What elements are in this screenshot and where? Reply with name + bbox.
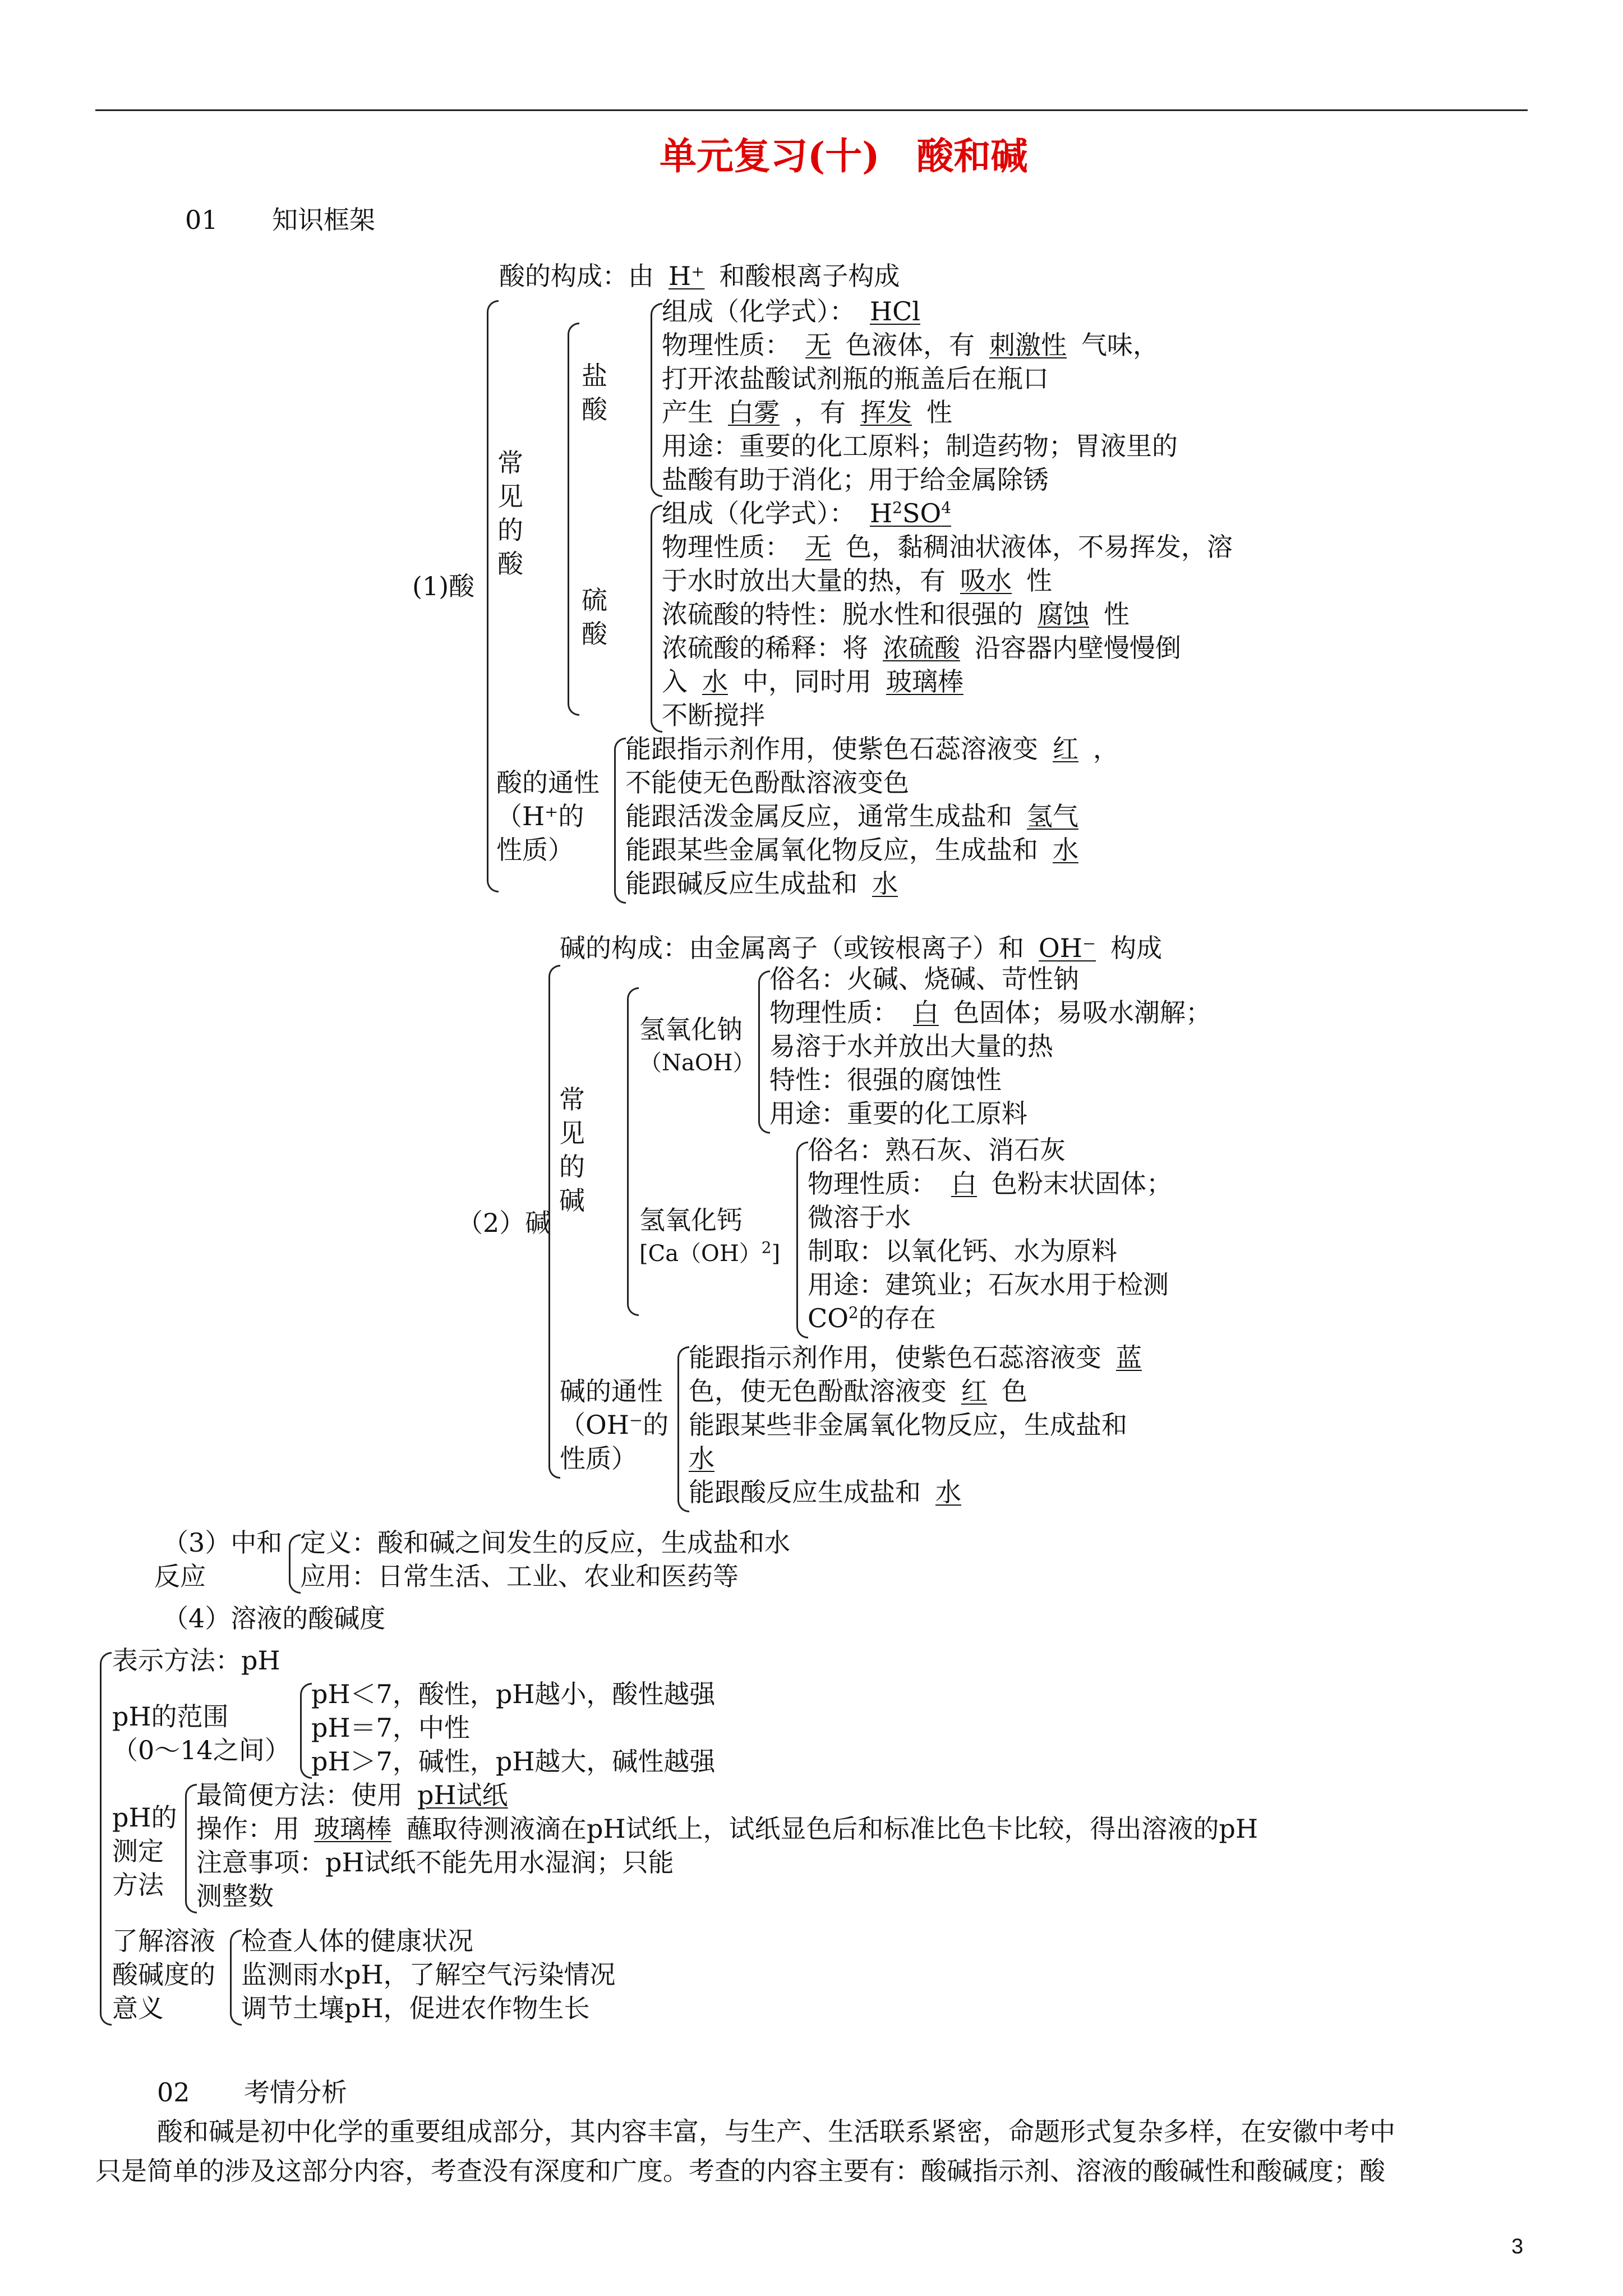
h2so4-label: 硫酸 [582, 585, 607, 649]
caoh-l5: 用途：建筑业；石灰水用于检测 [808, 1269, 1169, 1300]
caoh-l3: 微溶于水 [808, 1202, 911, 1232]
acid-general-label2: （H⁺的 [496, 801, 584, 831]
caoh-l1: 俗名：熟石灰、消石灰 [808, 1135, 1066, 1165]
acid-general-l2: 不能使无色酚酞溶液变色 [625, 767, 909, 798]
section-number: 01 [185, 205, 218, 235]
neutral-def: 定义：酸和碱之间发生的反应，生成盐和水 [300, 1527, 790, 1558]
hcl-line4: 产生 白雾 ，有 挥发 性 [662, 397, 952, 427]
ph-sig-label1: 了解溶液 [112, 1926, 215, 1956]
hcl-use2: 盐酸有助于消化；用于给金属除锈 [662, 464, 1049, 495]
ph-method-brace [185, 1784, 197, 1913]
page-number: 3 [1511, 2235, 1524, 2258]
ph-repr: 表示方法：pH [112, 1645, 280, 1676]
naoh-brace [758, 970, 770, 1134]
ph-range-r1: pH＜7，酸性，pH越小，酸性越强 [311, 1679, 716, 1709]
section-heading: 知识框架 [272, 205, 375, 235]
acid-general-l5: 能跟碱反应生成盐和 水 [625, 868, 898, 899]
ph-sig-s2: 监测雨水pH，了解空气污染情况 [241, 1959, 616, 1990]
h2so4-line6: 入 水 中，同时用 玻璃棒 [662, 666, 963, 697]
neutral-brace [289, 1534, 301, 1594]
hcl-label: 盐酸 [582, 361, 607, 425]
base-label: （2）碱 [457, 1208, 551, 1238]
h2so4-line4: 浓硫酸的特性：脱水性和很强的 腐蚀 性 [662, 599, 1129, 629]
base-general-l1: 能跟指示剂作用，使紫色石蕊溶液变 蓝 [689, 1342, 1142, 1373]
analysis-line1: 酸和碱是初中化学的重要组成部分，其内容丰富，与生产、生活联系紧密，命题形式复杂多样，在安徽中考中 [157, 2116, 1395, 2147]
caoh-l2: 物理性质： 白 色粉末状固体； [808, 1168, 1172, 1199]
naoh-l3: 易溶于水并放出大量的热 [769, 1031, 1053, 1061]
h2so4-brace [651, 505, 662, 733]
top-rule [95, 109, 1528, 111]
ph-range-r3: pH＞7，碱性，pH越大，碱性越强 [311, 1746, 716, 1777]
ph-sig-label2: 酸碱度的 [112, 1959, 215, 1990]
acid-general-label3: 性质） [496, 835, 574, 865]
ph-range-r2: pH＝7，中性 [311, 1713, 470, 1743]
common-bases-brace [627, 987, 639, 1316]
h2so4-physical: 物理性质： 无 色，黏稠油状液体，不易挥发，溶 [662, 532, 1233, 562]
ph-sig-s3: 调节土壤pH，促进农作物生长 [241, 1993, 590, 2023]
ph-sig-brace [230, 1930, 242, 2026]
ph-range-brace [300, 1683, 312, 1779]
hcl-line3: 打开浓盐酸试剂瓶的瓶盖后在瓶口 [662, 364, 1049, 394]
hcl-formula: 组成（化学式）： HCl [662, 296, 921, 326]
naoh-label1: 氢氧化钠 [639, 1014, 743, 1045]
acid-label: (1)酸 [412, 571, 475, 601]
ph-heading: （4）溶液的酸碱度 [163, 1603, 386, 1634]
base-brace [548, 965, 560, 1479]
ph-method-label3: 方法 [112, 1870, 164, 1900]
ph-method-label1: pH的 [112, 1802, 177, 1833]
base-general-l2: 色，使无色酚酞溶液变 红 色 [689, 1376, 1027, 1406]
caoh-l4: 制取：以氧化钙、水为原料 [808, 1236, 1117, 1266]
caoh-label2: [Ca（OH）$^2$] [639, 1238, 781, 1267]
ph-method-m4: 测整数 [196, 1881, 274, 1911]
ph-brace [100, 1652, 112, 2026]
neutral-label2: 反应 [154, 1561, 206, 1591]
neutral-label1: （3）中和 [163, 1527, 283, 1558]
acid-composition: 酸的构成：由 H⁺ 和酸根离子构成 [499, 261, 900, 291]
base-general-l4: 水 [689, 1443, 714, 1474]
ph-range-label2: （0～14之间） [112, 1735, 291, 1765]
base-general-label3: 性质） [560, 1443, 637, 1474]
common-acids-label: 常见的酸 [497, 448, 523, 579]
page-title: 单元复习(十) 酸和碱 [660, 134, 1028, 178]
naoh-l1: 俗名：火碱、烧碱、苛性钠 [769, 964, 1079, 994]
naoh-l4: 特性：很强的腐蚀性 [769, 1065, 1002, 1095]
naoh-l5: 用途：重要的化工原料 [769, 1098, 1027, 1129]
ph-sig-s1: 检查人体的健康状况 [241, 1926, 473, 1956]
section2-heading: 考情分析 [244, 2077, 347, 2108]
h2so4-line5: 浓硫酸的稀释：将 浓硫酸 沿容器内壁慢慢倒 [662, 633, 1181, 663]
acid-general-label1: 酸的通性 [496, 767, 600, 798]
common-bases-label: 常见的碱 [559, 1084, 585, 1216]
hcl-physical: 物理性质： 无 色液体，有 刺激性 气味， [662, 330, 1159, 360]
naoh-l2: 物理性质： 白 色固体；易吸水潮解； [769, 997, 1211, 1028]
base-composition: 碱的构成：由金属离子（或铵根离子）和 OH⁻ 构成 [560, 933, 1163, 963]
section2-number: 02 [157, 2077, 190, 2108]
hcl-use1: 用途：重要的化工原料；制造药物；胃液里的 [662, 431, 1178, 461]
ph-method-m1: 最简便方法：使用 pH试纸 [196, 1780, 508, 1810]
base-general-brace [677, 1346, 689, 1512]
ph-sig-label3: 意义 [112, 1993, 164, 2023]
h2so4-formula: 组成（化学式）： $H^2SO^4$ [662, 498, 952, 528]
caoh-l6: $CO^2$的存在 [808, 1303, 936, 1333]
analysis-line2: 只是简单的涉及这部分内容，考查没有深度和广度。考查的内容主要有：酸碱指示剂、溶液的酸碱性和酸碱度；酸 [95, 2156, 1385, 2186]
h2so4-line7: 不断搅拌 [662, 700, 765, 730]
base-general-label1: 碱的通性 [560, 1376, 663, 1406]
ph-method-label2: 测定 [112, 1836, 164, 1866]
base-general-label2: （OH⁻的 [560, 1410, 669, 1440]
neutral-use: 应用：日常生活、工业、农业和医药等 [300, 1561, 739, 1591]
acid-general-l3: 能跟活泼金属反应，通常生成盐和 氢气 [625, 801, 1078, 831]
base-general-l5: 能跟酸反应生成盐和 水 [689, 1477, 961, 1507]
hcl-brace [651, 303, 662, 497]
acid-general-l1: 能跟指示剂作用，使紫色石蕊溶液变 红 ， [625, 734, 1119, 764]
ph-method-m2: 操作：用 玻璃棒 蘸取待测液滴在pH试纸上，试纸显色后和标准比色卡比较，得出溶液的pH [196, 1814, 1258, 1844]
ph-method-m3: 注意事项：pH试纸不能先用水湿润；只能 [196, 1847, 674, 1878]
acid-general-brace [614, 738, 626, 904]
caoh-label1: 氢氧化钙 [639, 1205, 743, 1235]
acid-general-l4: 能跟某些金属氧化物反应，生成盐和 水 [625, 835, 1078, 865]
base-general-l3: 能跟某些非金属氧化物反应，生成盐和 [689, 1410, 1127, 1440]
caoh-brace [796, 1142, 808, 1338]
naoh-label2: （NaOH） [639, 1050, 755, 1076]
h2so4-line3: 于水时放出大量的热，有 吸水 性 [662, 565, 1052, 596]
ph-range-label1: pH的范围 [112, 1701, 229, 1732]
